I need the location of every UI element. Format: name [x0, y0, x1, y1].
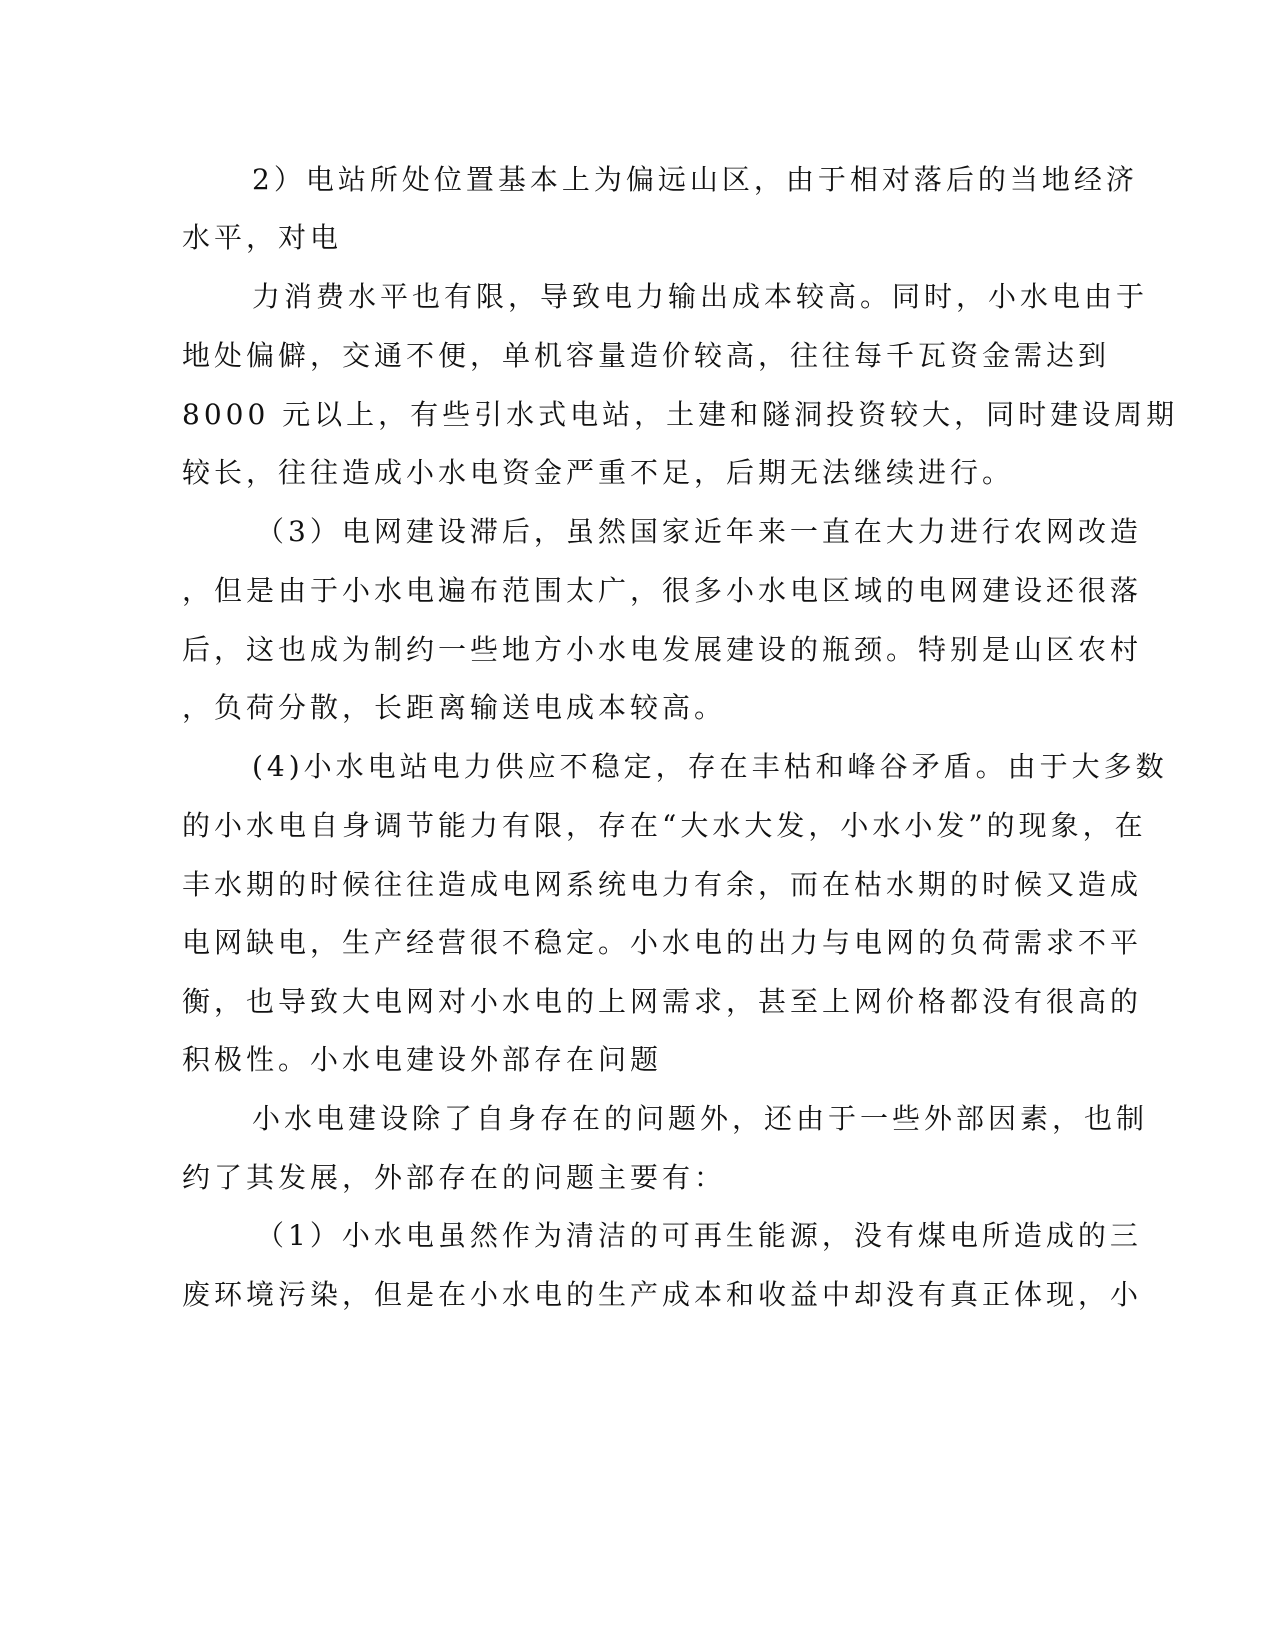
text-line: （1）小水电虽然作为清洁的可再生能源，没有煤电所造成的三: [256, 1219, 1142, 1252]
text-line: 地处偏僻，交通不便，单机容量造价较高，往往每千瓦资金需达到: [182, 339, 1111, 372]
text-line: 后，这也成为制约一些地方小水电发展建设的瓶颈。特别是山区农村: [182, 633, 1143, 666]
text-line: 电网缺电，生产经营很不稳定。小水电的出力与电网的负荷需求不平: [182, 926, 1143, 959]
text-line: 水平，对电: [182, 221, 343, 254]
text-line: （3）电网建设滞后，虽然国家近年来一直在大力进行农网改造: [256, 515, 1142, 548]
text-line: 约了其发展，外部存在的问题主要有：: [182, 1161, 727, 1194]
text-line: 力消费水平也有限，导致电力输出成本较高。同时，小水电由于: [252, 280, 1149, 313]
text-line: 废环境污染，但是在小水电的生产成本和收益中却没有真正体现，小: [182, 1278, 1143, 1311]
text-line: ，负荷分散，长距离输送电成本较高。: [182, 691, 727, 724]
text-line: 较长，往往造成小水电资金严重不足，后期无法继续进行。: [182, 456, 1015, 489]
text-line: 丰水期的时候往往造成电网系统电力有余，而在枯水期的时候又造成: [182, 868, 1143, 901]
text-line: 的小水电自身调节能力有限，存在“大水大发，小水小发”的现象，在: [182, 809, 1147, 842]
text-line: 2）电站所处位置基本上为偏远山区，由于相对落后的当地经济: [252, 163, 1138, 196]
text-line: 衡，也导致大电网对小水电的上网需求，甚至上网价格都没有很高的: [182, 985, 1143, 1018]
text-line: 小水电建设除了自身存在的问题外，还由于一些外部因素，也制: [252, 1102, 1149, 1135]
text-line: 8000 元以上，有些引水式电站，土建和隧洞投资较大，同时建设周期: [182, 398, 1179, 431]
text-line: ，但是由于小水电遍布范围太广，很多小水电区域的电网建设还很落: [182, 574, 1143, 607]
text-line: (4)小水电站电力供应不稳定，存在丰枯和峰谷矛盾。由于大多数: [252, 750, 1168, 783]
text-line: 积极性。小水电建设外部存在问题: [182, 1043, 663, 1076]
